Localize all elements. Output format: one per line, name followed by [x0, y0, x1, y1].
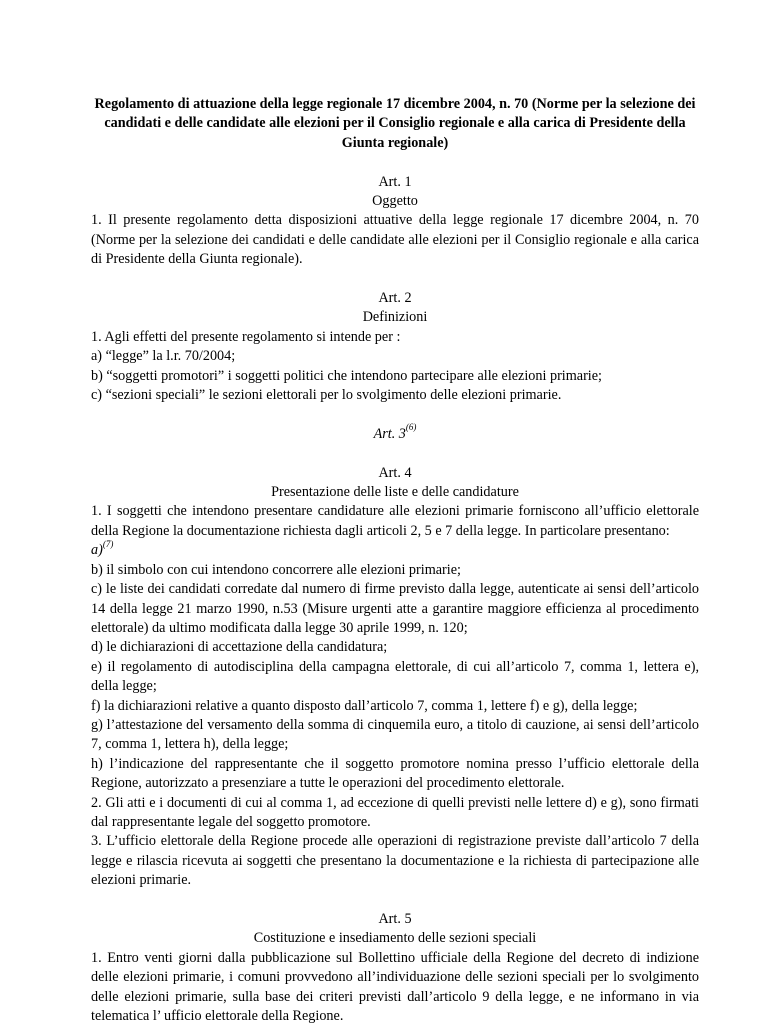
- art2-item-a: a) “legge” la l.r. 70/2004;: [91, 348, 236, 365]
- art4-footnote-ref: (7): [102, 538, 114, 549]
- art2-subtitle: Definizioni: [362, 309, 428, 326]
- art4-item-d: d) le dichiarazioni di accettazione della candidatura;: [91, 639, 388, 656]
- art5-heading: Art. 5: [378, 910, 412, 927]
- art4-item-h: h) l’indicazione del rappresentante che il soggetto promotore nomina presso l’ufficio elettorale della Regione, autorizzato a presenziare a tutte le operazioni del procedimento elettorale.: [91, 755, 699, 792]
- art4-paragraph-1: 1. I soggetti che intendono presentare candidature alle elezioni primarie forniscono all’ufficio elettorale della Regione la documentazione richiesta dagli articoli 2, 5 e 7 della legge. In particolare presentano:: [91, 503, 699, 539]
- art2-heading: Art. 2: [378, 290, 412, 307]
- art2-item-c: c) “sezioni speciali” le sezioni elettorali per lo svolgimento delle elezioni primarie.: [91, 387, 562, 404]
- art1-heading: Art. 1: [378, 173, 412, 190]
- art3-heading-text: Art. 3: [373, 425, 406, 442]
- art1-subtitle: Oggetto: [372, 193, 418, 210]
- art4-subtitle: Presentazione delle liste e delle candidature: [271, 484, 519, 501]
- art4-item-g: g) l’attestazione del versamento della somma di cinquemila euro, a titolo di cauzione, ai sensi dell’articolo 7, comma 1, lettera h), della legge;: [91, 716, 699, 753]
- art4-item-f: f) la dichiarazioni relative a quanto disposto dall’articolo 7, comma 1, lettere f) e g), della legge;: [91, 697, 638, 714]
- art5-paragraph-1: 1. Entro venti giorni dalla pubblicazione sul Bollettino ufficiale della Regione del decreto di indizione delle elezioni primarie, i comuni provvedono all’individuazione delle sezioni speciali per lo svolgimento delle elezioni primarie, sulla base dei criteri previsti dall’articolo 9 della legge, e ne informano in via telematica l’ ufficio elettorale della Regione.: [91, 949, 699, 1025]
- art3-footnote-ref: (6): [405, 422, 417, 433]
- art4-item-a-label: a): [91, 542, 103, 559]
- art2-item-b: b) “soggetti promotori” i soggetti politici che intendono partecipare alle elezioni primarie;: [91, 367, 602, 384]
- art2-paragraph-1: 1. Agli effetti del presente regolamento si intende per :: [91, 328, 401, 345]
- art4-paragraph-3: 3. L’ufficio elettorale della Regione procede alle operazioni di registrazione previste dall’articolo 7 della legge e rilascia ricevuta ai soggetti che presentano la documentazione e la richiesta di partecipazione alle elezioni primarie.: [91, 833, 699, 889]
- art4-item-e: e) il regolamento di autodisciplina della campagna elettorale, di cui all’articolo 7, comma 1, lettera e), della legge;: [91, 658, 699, 695]
- document-title: Regolamento di attuazione della legge regionale 17 dicembre 2004, n. 70 (Norme per la selezione dei candidati e delle candidate alle elezioni per il Consiglio regionale e alla carica di Presidente della Giunta regionale): [94, 96, 696, 151]
- art5-subtitle: Costituzione e insediamento delle sezioni speciali: [253, 930, 537, 947]
- art1-paragraph-1: 1. Il presente regolamento detta disposizioni attuative della legge regionale 17 dicembre 2004, n. 70 (Norme per la selezione dei candidati e delle candidate alle elezioni per il Consiglio regionale e alla carica di Presidente della Giunta regionale).: [91, 212, 699, 268]
- art4-item-a: [91, 538, 699, 560]
- art4-item-b: b) il simbolo con cui intendono concorrere alle elezioni primarie;: [91, 561, 461, 578]
- art4-item-c: c) le liste dei candidati corredate dal numero di firme previsto dalla legge, autenticate ai sensi dell’articolo 14 della legge 21 marzo 1990, n.53 (Misure urgenti atte a garantire maggiore efficienza al procedimento elettorale) da ultimo modificata dalla legge 30 aprile 1999, n. 120;: [91, 581, 699, 636]
- document-body: [91, 95, 699, 1026]
- art3-heading: [91, 422, 699, 444]
- art4-paragraph-2: 2. Gli atti e i documenti di cui al comma 1, ad eccezione di quelli previsti nelle lettere d) e g), sono firmati dal rappresentante legale del soggetto promotore.: [91, 794, 699, 830]
- art4-heading: Art. 4: [378, 464, 412, 481]
